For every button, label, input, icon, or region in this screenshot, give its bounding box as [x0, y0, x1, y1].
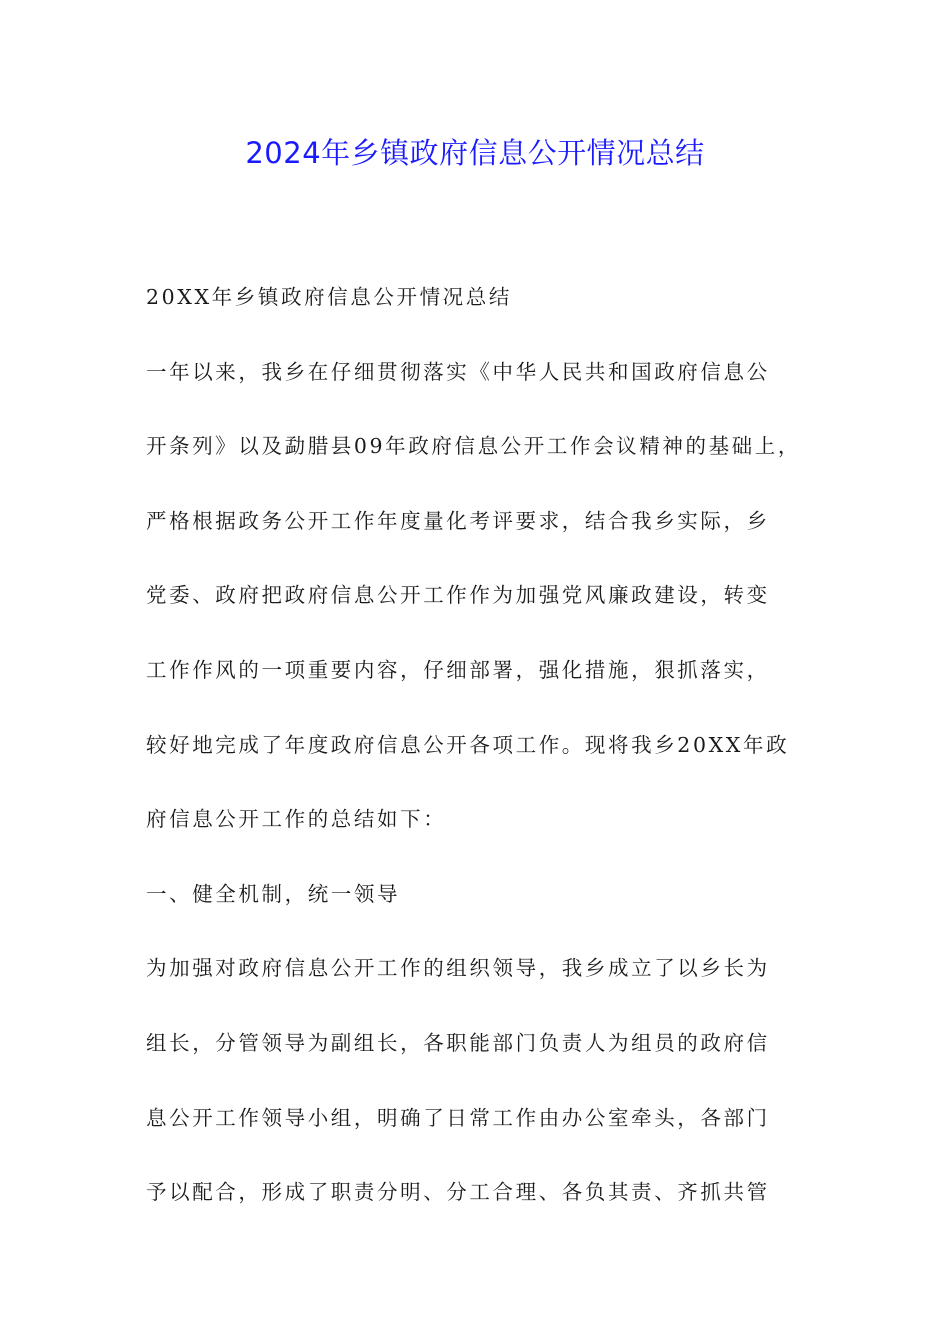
paragraph-line: 一年以来，我乡在仔细贯彻落实《中华人民共和国政府信息公: [146, 359, 770, 384]
subtitle-line: 20XX年乡镇政府信息公开情况总结: [146, 285, 512, 309]
paragraph-line: 府信息公开工作的总结如下：: [146, 807, 447, 832]
document-title: 2024年乡镇政府信息公开情况总结: [245, 136, 705, 170]
paragraph-line: 为加强对政府信息公开工作的组织领导，我乡成立了以乡长为: [146, 956, 770, 981]
paragraph-line: 严格根据政务公开工作年度量化考评要求，结合我乡实际，乡: [146, 508, 770, 533]
paragraph-line: 党委、政府把政府信息公开工作作为加强党风廉政建设，转变: [146, 583, 770, 608]
section-heading: 一、健全机制，统一领导: [146, 881, 401, 906]
paragraph-line: 较好地完成了年度政府信息公开各项工作。现将我乡20XX年政: [146, 732, 790, 757]
paragraph-line: 开条列》以及勐腊县09年政府信息公开工作会议精神的基础上，: [146, 434, 801, 459]
paragraph-line: 息公开工作领导小组，明确了日常工作由办公室牵头，各部门: [146, 1105, 770, 1130]
paragraph-line: 组长，分管领导为副组长，各职能部门负责人为组员的政府信: [146, 1030, 770, 1055]
paragraph-line: 工作作风的一项重要内容，仔细部署，强化措施，狠抓落实，: [146, 657, 770, 682]
document-body: [146, 260, 826, 1230]
paragraph-line: 予以配合，形成了职责分明、分工合理、各负其责、齐抓共管: [146, 1180, 770, 1205]
